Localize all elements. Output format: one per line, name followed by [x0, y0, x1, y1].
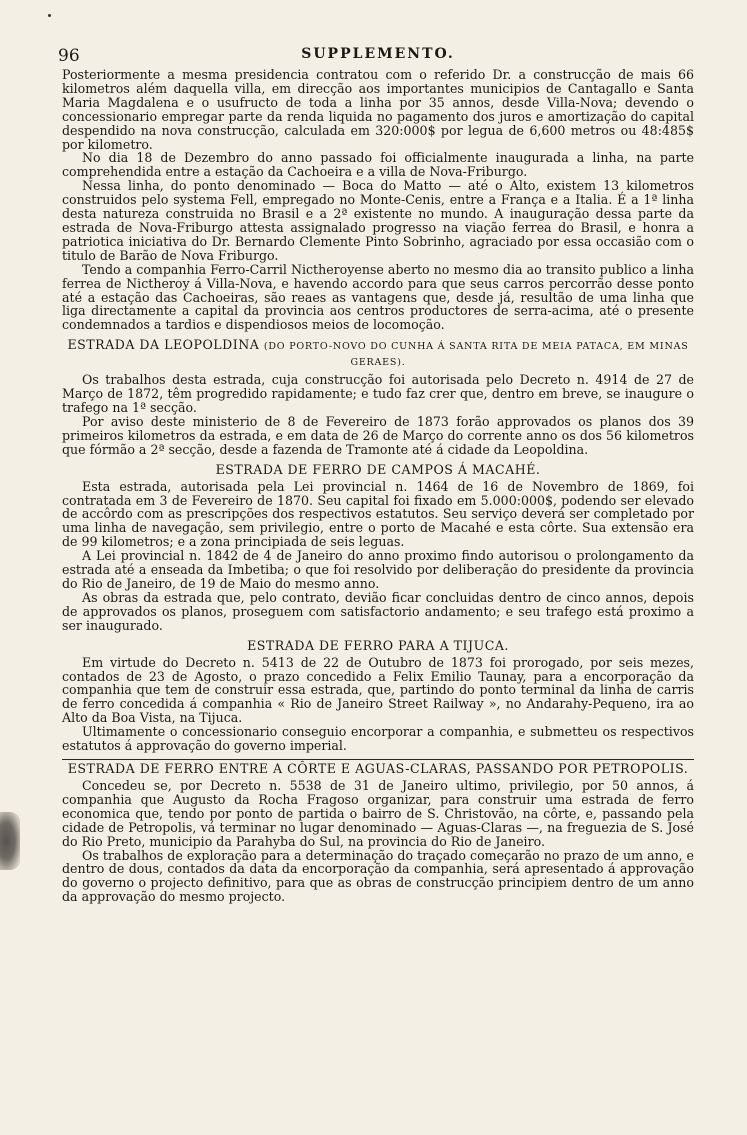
section-heading	[62, 639, 694, 653]
section-title: ESTRADA DA LEOPOLDINA	[67, 337, 260, 353]
section-title: ESTRADA DE FERRO PARA A TIJUCA.	[247, 637, 509, 653]
section-campos-macahe	[62, 463, 694, 633]
section-leopoldina	[62, 338, 694, 456]
section-heading	[62, 338, 694, 370]
thumb-shadow	[0, 812, 20, 870]
section-title: ESTRADA DE FERRO ENTRE A CÔRTE E AGUAS-CLARAS, PASSANDO POR PETROPOLIS.	[67, 760, 689, 776]
page-number: 96	[58, 46, 80, 66]
paragraph: Os trabalhos desta estrada, cuja construcção foi autorisada pelo Decreto n. 4914 de 27 de Março de 1872, têm progredido rapidamente; e tudo faz crer que, dentro em breve, se inaugure o trafego na 1ª secção.	[62, 372, 694, 416]
paragraph: Ultimamente o concessionario conseguio encorporar a companhia, e submetteu os respectivos estatutos á approvação do governo imperial.	[62, 724, 694, 754]
paragraph: Tendo a companhia Ferro-Carril Nictheroyense aberto no mesmo dia ao transito publico a linha ferrea de Nictheroy á Villa-Nova, e havendo accordo para que seus carros percorrão desse ponto até a estação das Cachoeiras, são reaes as vantagens que, desde já, resultão de uma linha que liga directamente a capital da provincia aos centros productores de serra-acima, até o presente condemnados a tardios e dispendiosos meios de locomoção.	[62, 261, 694, 333]
paragraph: Nessa linha, do ponto denominado — Boca do Matto — até o Alto, existem 13 kilometros construidos pelo systema Fell, empregado no Monte-Cenis, entre a França e a Italia. É a 1ª linha desta natureza construida no Brasil e a 2ª existente no mundo. A inauguração dessa parte da estrada de Nova-Friburgo attesta assignalado progresso na viação ferrea do Brasil, e honra a patriotica iniciativa do Dr. Bernardo Clemente Pinto Sobrinho, agraciado por essa occasião com o titulo de Barão de Nova Friburgo.	[62, 178, 694, 263]
section-subtitle: (DO PORTO-NOVO DO CUNHA Á SANTA RITA DE MEIA PATACA, EM MINAS GERAES).	[263, 341, 689, 369]
paragraph: As obras da estrada que, pelo contrato, devião ficar concluidas dentro de cinco annos, depois de approvados os planos, proseguem com satisfactorio andamento; e seu trafego está proximo a ser inaugurado.	[62, 589, 694, 633]
page	[58, 46, 694, 905]
paragraph: A Lei provincial n. 1842 de 4 de Janeiro do anno proximo findo autorisou o prolongamento da estrada até a enseada da Imbetiba; o que foi resolvido por deliberação do presidente da provincia do Rio de Janeiro, de 19 de Maio do mesmo anno.	[62, 548, 694, 591]
paragraph: Esta estrada, autorisada pela Lei provincial n. 1464 de 16 de Novembro de 1869, foi contratada em 3 de Fevereiro de 1870. Seu capital foi fixado em 5.000:000$, podendo ser elevado de accôrdo com as prescripções dos respectivos estatutos. Seu serviço deverá ser completado por uma linha de navegação, sem privilegio, entre o porto de Macahé e esta côrte. Sua extensão era de 99 kilometros; e a zona principiada de seis leguas.	[62, 478, 694, 550]
page-header	[58, 46, 694, 68]
section-heading	[62, 759, 694, 776]
running-title: SUPPLEMENTO.	[301, 46, 455, 62]
ink-speck	[48, 14, 51, 17]
paragraph: Concedeu se, por Decreto n. 5538 de 31 de Janeiro ultimo, privilegio, por 50 annos, á companhia que Augusto da Rocha Fragoso organizar, para construir uma estrada de ferro economica que, tendo por ponto de partida o bairro de S. Christovão, na côrte, e, passando pela cidade de Petropolis, vá terminar no lugar denominado — Aguas-Claras —, na freguezia de S. José do Rio Preto, municipio da Parahyba do Sul, na provincia do Rio de Janeiro.	[62, 777, 694, 849]
section-title: ESTRADA DE FERRO DE CAMPOS Á MACAHÉ.	[215, 461, 541, 477]
paragraph: Posteriormente a mesma presidencia contratou com o referido Dr. a construcção de mais 66 kilometros além daquella villa, em direcção aos importantes municipios de Cantagallo e Santa Maria Magdalena e o usufructo de toda a linha por 35 annos, desde Villa-Nova; devendo o concessionario empregar parte da renda liquida no pagamento dos juros e amortização do capital despendido na nova construcção, calculada em 320:000$ por legua de 6,600 metros ou 48:485$ por kilometro.	[62, 67, 694, 152]
paragraph: Os trabalhos de exploração para a determinação do traçado começarão no prazo de um anno, e dentro de dous, contados da data da encorporação da companhia, será apresentado á approvação do governo o projecto definitivo, para que as obras de construcção principiem dentro de um anno da approvação do mesmo projecto.	[62, 847, 694, 905]
section-aguas-claras	[62, 759, 694, 904]
paragraph: No dia 18 de Dezembro do anno passado foi officialmente inaugurada a linha, na parte comprehendida entre a estação da Cachoeira e a villa de Nova-Friburgo.	[62, 150, 694, 180]
intro-section	[62, 68, 694, 332]
section-tijuca	[62, 639, 694, 753]
section-heading	[62, 463, 694, 477]
paragraph: Por aviso deste ministerio de 8 de Fevereiro de 1873 forão approvados os planos dos 39 primeiros kilometros da estrada, e em data de 26 de Março do corrente anno os dos 56 kilometros que fórmão a 2ª secção, desde a fazenda de Tramonte até á cidade da Leopoldina.	[62, 413, 694, 457]
paragraph: Em virtude do Decreto n. 5413 de 22 de Outubro de 1873 foi prorogado, por seis mezes, contados de 23 de Agosto, o prazo concedido a Felix Emilio Taunay, para a encorporação da companhia que tem de construir essa estrada, que, partindo do ponto terminal da linha de carris de ferro concedida á companhia « Rio de Janeiro Street Railway », no Andarahy-Pequeno, ira ao Alto da Boa Vista, na Tijuca.	[62, 654, 694, 726]
